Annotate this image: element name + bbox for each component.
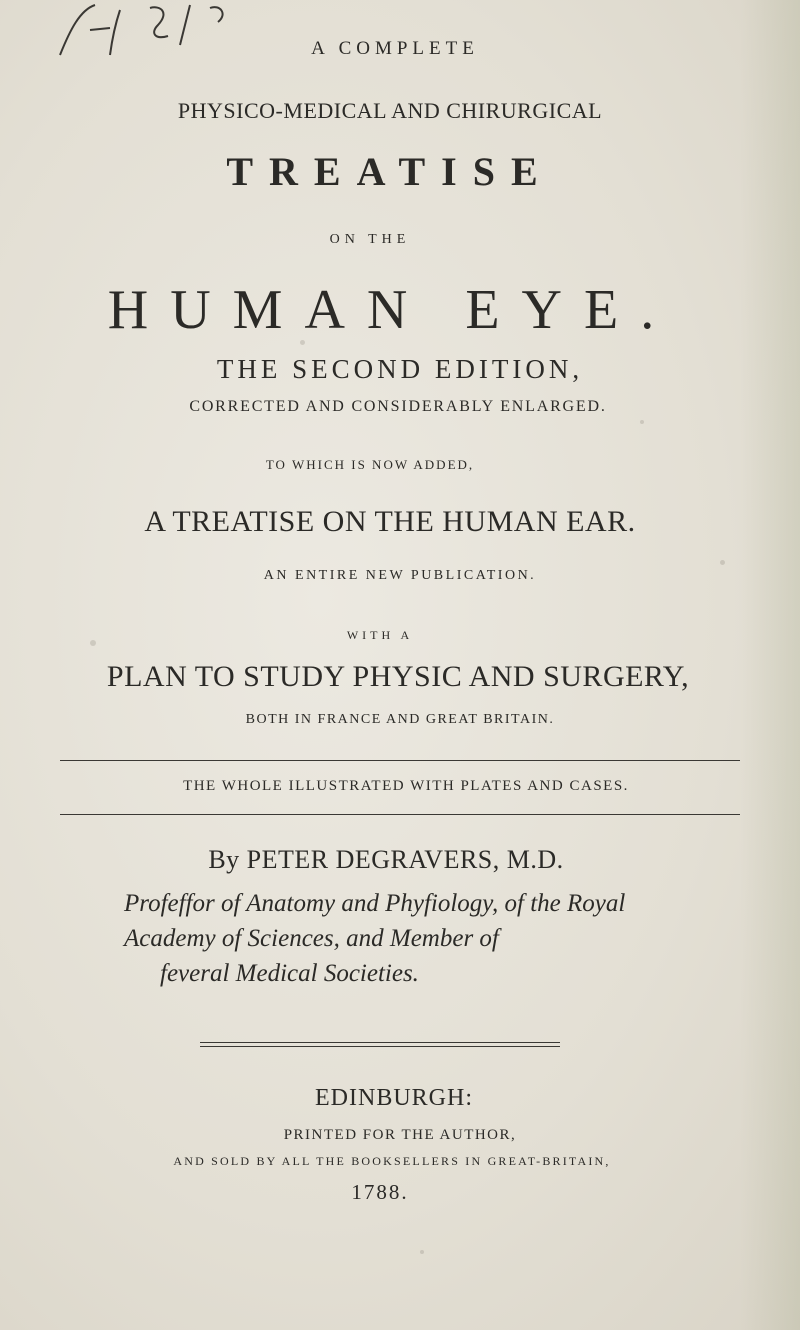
divider-rule [60, 814, 740, 815]
divider-rule [200, 1042, 560, 1043]
author-credentials-line: feveral Medical Societies. [160, 960, 419, 987]
author-credentials-line: Profeffor of Anatomy and Phyfiology, of the Royal [124, 890, 626, 917]
with-a-line: WITH A [346, 628, 414, 642]
paper-speck [90, 640, 96, 646]
sold-by-line: AND SOLD BY ALL THE BOOKSELLERS IN GREAT-BRITAIN, [173, 1154, 611, 1168]
paper-speck [300, 340, 305, 345]
edition-line: THE SECOND EDITION, [216, 354, 584, 384]
printed-for-line: PRINTED FOR THE AUTHOR, [283, 1127, 517, 1143]
plan-line: PLAN TO STUDY PHYSIC AND SURGERY, [106, 660, 690, 693]
author-line: By PETER DEGRAVERS, M.D. [208, 845, 564, 874]
heading-complete: A COMPLETE [311, 38, 479, 59]
handwritten-scribble [50, 0, 250, 60]
heading-on-the: ON THE [329, 232, 411, 247]
imprint-city: EDINBURGH: [315, 1085, 473, 1111]
paper-speck [640, 420, 644, 424]
heading-subtitle: PHYSICO-MEDICAL AND CHIRURGICAL [177, 98, 603, 123]
heading-treatise: TREATISE [226, 149, 554, 194]
ear-treatise-line: A TREATISE ON THE HUMAN EAR. [144, 505, 636, 538]
heading-human-eye: HUMAN EYE. [107, 279, 677, 341]
both-countries-line: BOTH IN FRANCE AND GREAT BRITAIN. [245, 712, 555, 727]
corrected-line: CORRECTED AND CONSIDERABLY ENLARGED. [189, 398, 607, 415]
divider-rule [200, 1046, 560, 1047]
paper-speck [420, 1250, 424, 1254]
divider-rule [60, 760, 740, 761]
illustrated-line: THE WHOLE ILLUSTRATED WITH PLATES AND CASES. [183, 778, 629, 794]
author-credentials-line: Academy of Sciences, and Member of [124, 925, 499, 952]
paper-speck [720, 560, 725, 565]
added-line: TO WHICH IS NOW ADDED, [265, 457, 475, 472]
publication-year: 1788. [351, 1180, 409, 1204]
entire-publication-line: AN ENTIRE NEW PUBLICATION. [263, 568, 537, 583]
